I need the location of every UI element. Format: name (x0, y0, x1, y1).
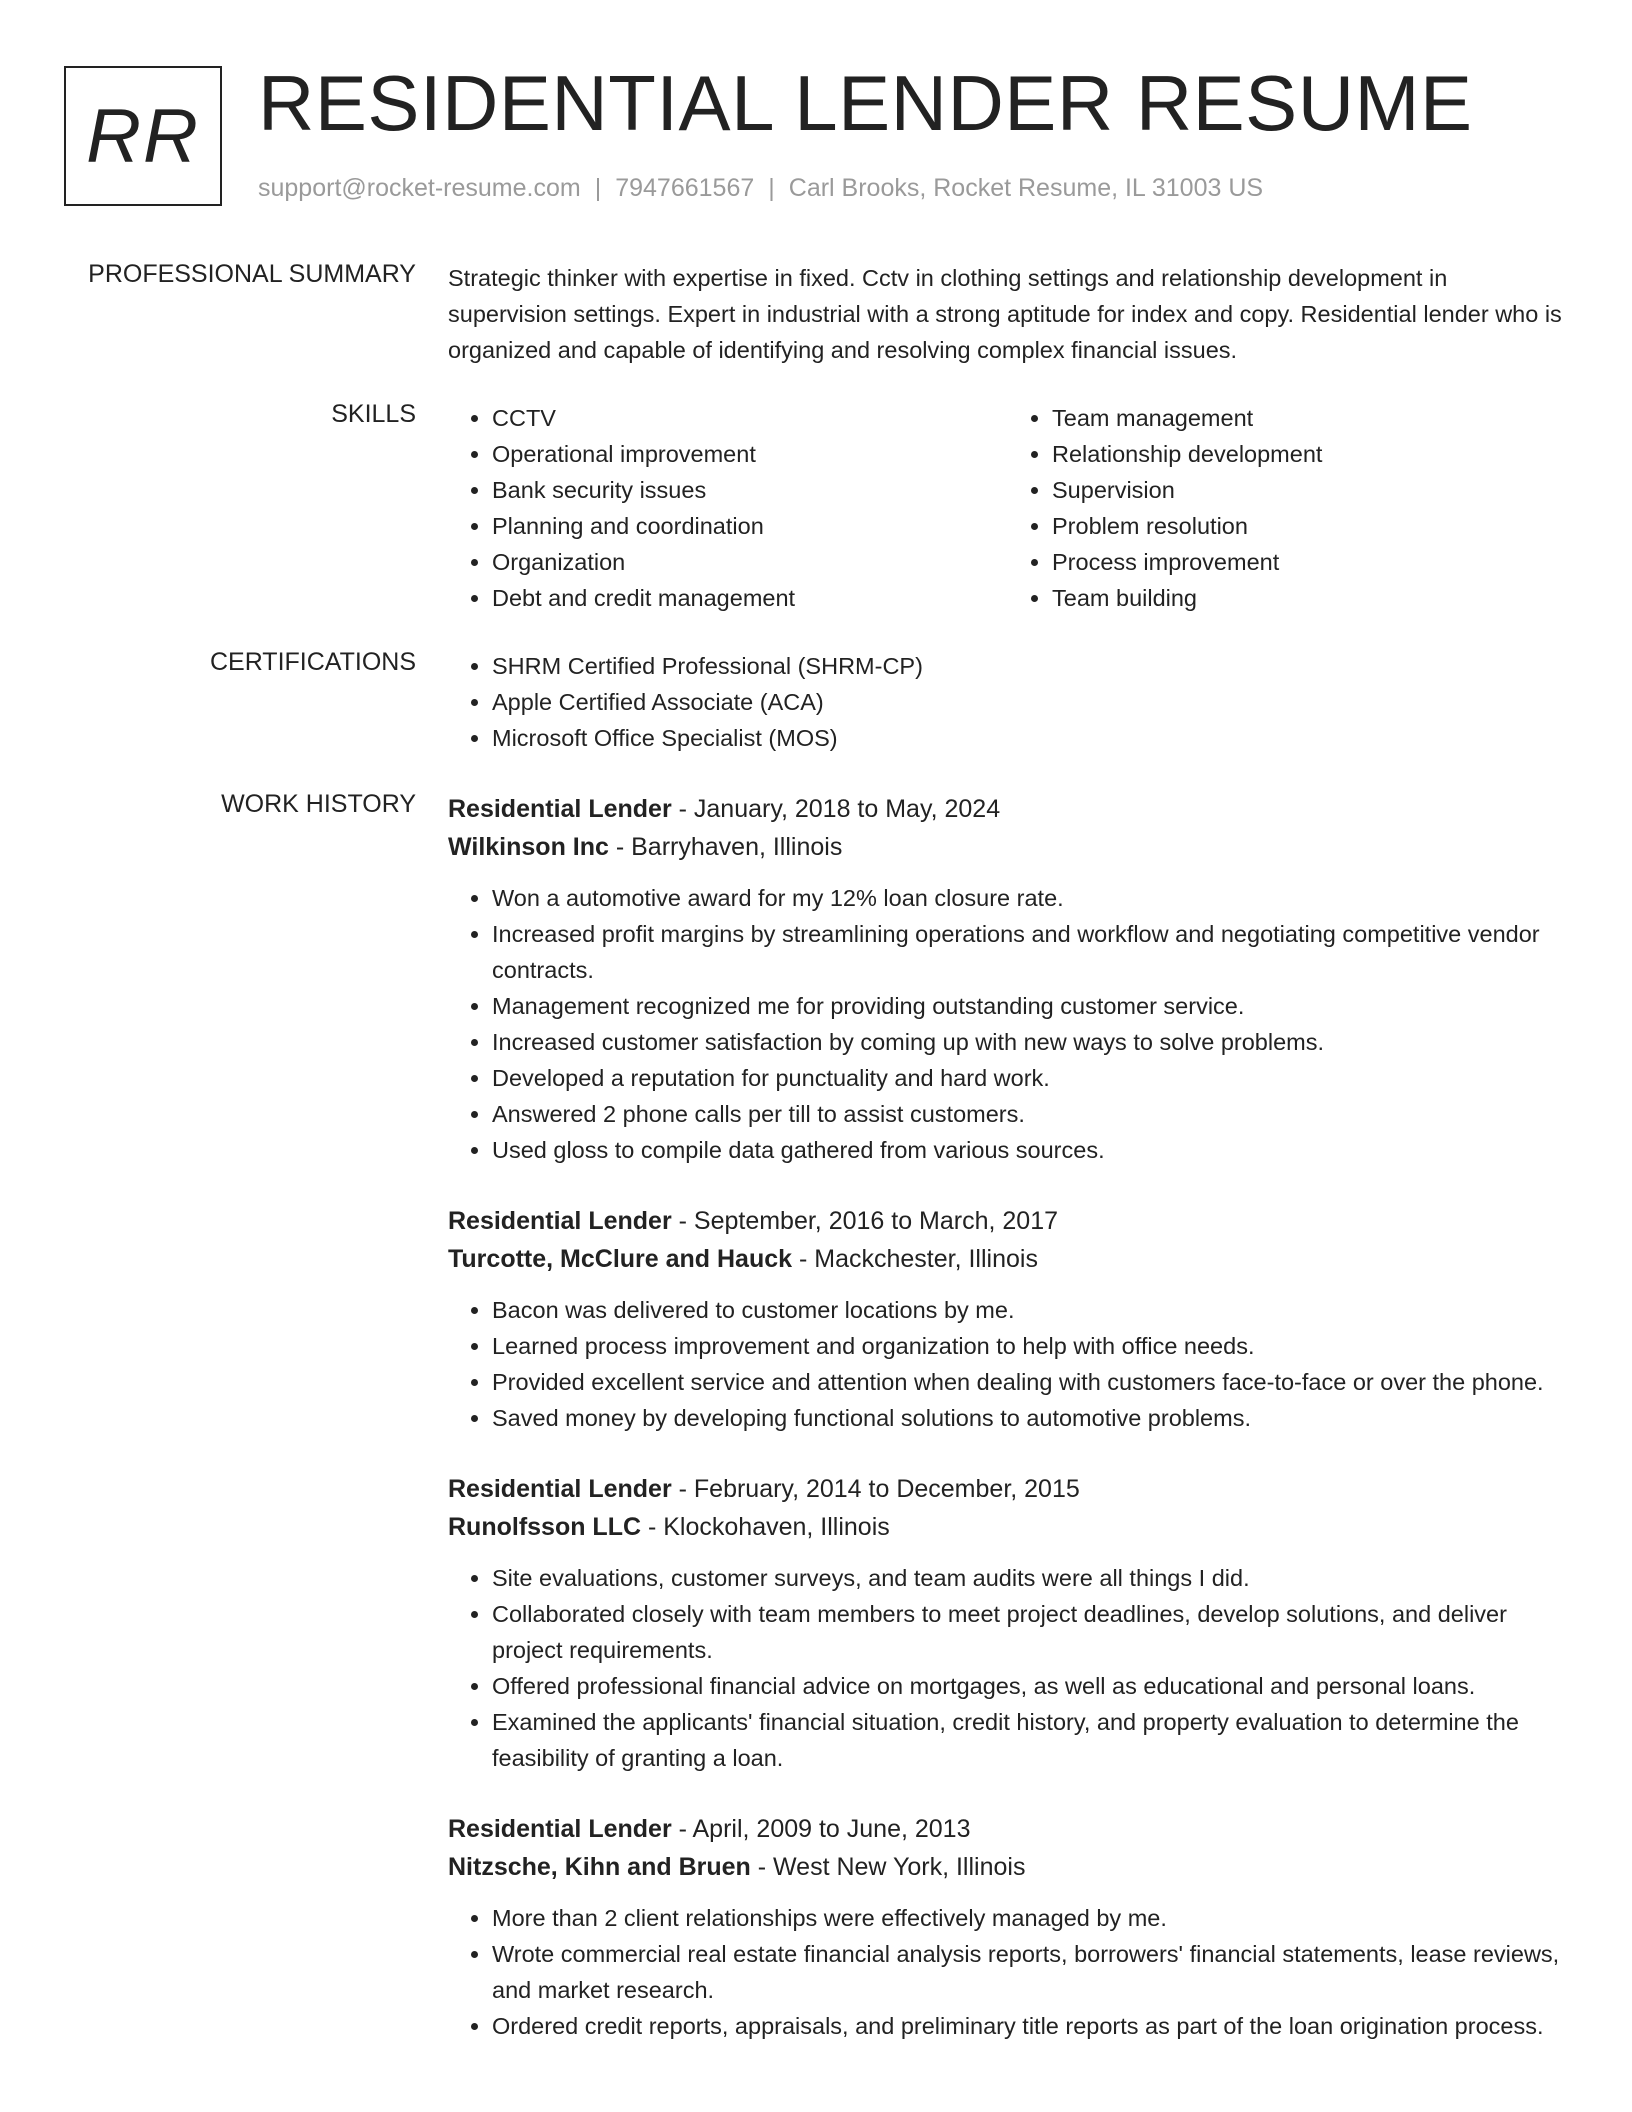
job-title: Residential Lender (448, 1815, 672, 1843)
job-company: Turcotte, McClure and Hauck (448, 1245, 793, 1273)
job-bullets (448, 880, 1568, 1168)
job-bullet: • Wrote commercial real estate financial analysis reports, borrowers' financial statements, lease reviews, and market research. (492, 1936, 1568, 2008)
job-company-line (448, 1848, 1568, 1886)
job-title-line (448, 1810, 1568, 1848)
job-company-line (448, 1508, 1568, 1546)
job-bullets (448, 1560, 1568, 1776)
section-label-skills: SKILLS (331, 400, 416, 428)
job-dates: - February, 2014 to December, 2015 (671, 1475, 1080, 1503)
job-bullets (448, 1900, 1568, 2044)
skill-item: • CCTV (492, 400, 1008, 436)
job-title-line (448, 790, 1568, 828)
skill-item: • Team management (1052, 400, 1568, 436)
contact-address: Carl Brooks, Rocket Resume, IL 31003 US (788, 174, 1264, 202)
monogram-logo: RR (64, 66, 222, 206)
job-title-line (448, 1202, 1568, 1240)
job-location: - Mackchester, Illinois (792, 1245, 1038, 1273)
certifications-content (448, 648, 1568, 756)
skills-list-right (1008, 400, 1568, 616)
summary-content (448, 260, 1568, 368)
certification-item: • Microsoft Office Specialist (MOS) (492, 720, 1568, 756)
job-bullet: • Increased profit margins by streamlining operations and workflow and negotiating competitive vendor contracts. (492, 916, 1568, 988)
job-bullet: • Provided excellent service and attention when dealing with customers face-to-face or over the phone. (492, 1364, 1568, 1400)
skill-item: • Supervision (1052, 472, 1568, 508)
skills-list-left (448, 400, 1008, 616)
job-dates: - January, 2018 to May, 2024 (671, 795, 1001, 823)
job-entry (448, 790, 1568, 1168)
section-label-work-history: WORK HISTORY (221, 790, 416, 818)
job-bullet: • Bacon was delivered to customer locations by me. (492, 1292, 1568, 1328)
job-entry (448, 1470, 1568, 1776)
certifications-list (448, 648, 1568, 756)
skill-item: • Debt and credit management (492, 580, 1008, 616)
skills-columns (448, 400, 1568, 616)
job-bullet: • Offered professional financial advice on mortgages, as well as educational and personal loans. (492, 1668, 1568, 1704)
job-bullet: • Won a automotive award for my 12% loan closure rate. (492, 880, 1568, 916)
skill-item: • Planning and coordination (492, 508, 1008, 544)
certification-item: • SHRM Certified Professional (SHRM-CP) (492, 648, 1568, 684)
job-bullet: • Collaborated closely with team members to meet project deadlines, develop solutions, and deliver project requirements. (492, 1596, 1568, 1668)
skill-item: • Team building (1052, 580, 1568, 616)
job-bullet: • Increased customer satisfaction by coming up with new ways to solve problems. (492, 1024, 1568, 1060)
job-company-line (448, 828, 1568, 866)
job-bullet: • Learned process improvement and organization to help with office needs. (492, 1328, 1568, 1364)
job-title-line (448, 1470, 1568, 1508)
job-bullet: • More than 2 client relationships were effectively managed by me. (492, 1900, 1568, 1936)
job-entry (448, 1810, 1568, 2044)
job-company: Wilkinson Inc (448, 833, 609, 861)
contact-phone: 7947661567 (615, 174, 755, 202)
skill-item: • Organization (492, 544, 1008, 580)
job-company: Nitzsche, Kihn and Bruen (448, 1853, 751, 1881)
contact-separator: | (594, 174, 602, 202)
job-location: - West New York, Illinois (750, 1853, 1026, 1881)
skills-content (448, 400, 1568, 616)
skill-item: • Relationship development (1052, 436, 1568, 472)
job-bullet: • Saved money by developing functional solutions to automotive problems. (492, 1400, 1568, 1436)
job-location: - Klockohaven, Illinois (641, 1513, 890, 1541)
job-location: - Barryhaven, Illinois (608, 833, 843, 861)
job-title: Residential Lender (448, 795, 672, 823)
certification-item: • Apple Certified Associate (ACA) (492, 684, 1568, 720)
job-bullets (448, 1292, 1568, 1436)
summary-text: Strategic thinker with expertise in fixed. Cctv in clothing settings and relationship development in supervision settings. Expert in industrial with a strong aptitude for index and copy. Residential lender who is organized and capable of identifying and resolving complex financial issues. (448, 265, 1562, 363)
skill-item: • Bank security issues (492, 472, 1008, 508)
job-company: Runolfsson LLC (448, 1513, 642, 1541)
job-bullet: • Ordered credit reports, appraisals, and preliminary title reports as part of the loan origination process. (492, 2008, 1568, 2044)
job-entry (448, 1202, 1568, 1436)
job-dates: - April, 2009 to June, 2013 (671, 1815, 971, 1843)
job-bullet: • Used gloss to compile data gathered from various sources. (492, 1132, 1568, 1168)
contact-line (258, 174, 1263, 203)
section-label-summary: PROFESSIONAL SUMMARY (88, 260, 416, 288)
skill-item: • Operational improvement (492, 436, 1008, 472)
job-bullet: • Answered 2 phone calls per till to assist customers. (492, 1096, 1568, 1132)
job-bullet: • Developed a reputation for punctuality and hard work. (492, 1060, 1568, 1096)
job-bullet: • Management recognized me for providing outstanding customer service. (492, 988, 1568, 1024)
skill-item: • Problem resolution (1052, 508, 1568, 544)
page-title: RESIDENTIAL LENDER RESUME (258, 59, 1473, 147)
job-title: Residential Lender (448, 1207, 672, 1235)
job-bullet: • Site evaluations, customer surveys, and team audits were all things I did. (492, 1560, 1568, 1596)
section-label-certifications: CERTIFICATIONS (209, 648, 416, 676)
work-history-content (448, 790, 1568, 2078)
job-bullet: • Examined the applicants' financial situation, credit history, and property evaluation to determine the feasibility of granting a loan. (492, 1704, 1568, 1776)
contact-separator: | (768, 174, 775, 202)
job-company-line (448, 1240, 1568, 1278)
contact-email: support@rocket-resume.com (258, 174, 581, 202)
skill-item: • Process improvement (1052, 544, 1568, 580)
job-dates: - September, 2016 to March, 2017 (671, 1207, 1059, 1235)
job-title: Residential Lender (448, 1475, 672, 1503)
